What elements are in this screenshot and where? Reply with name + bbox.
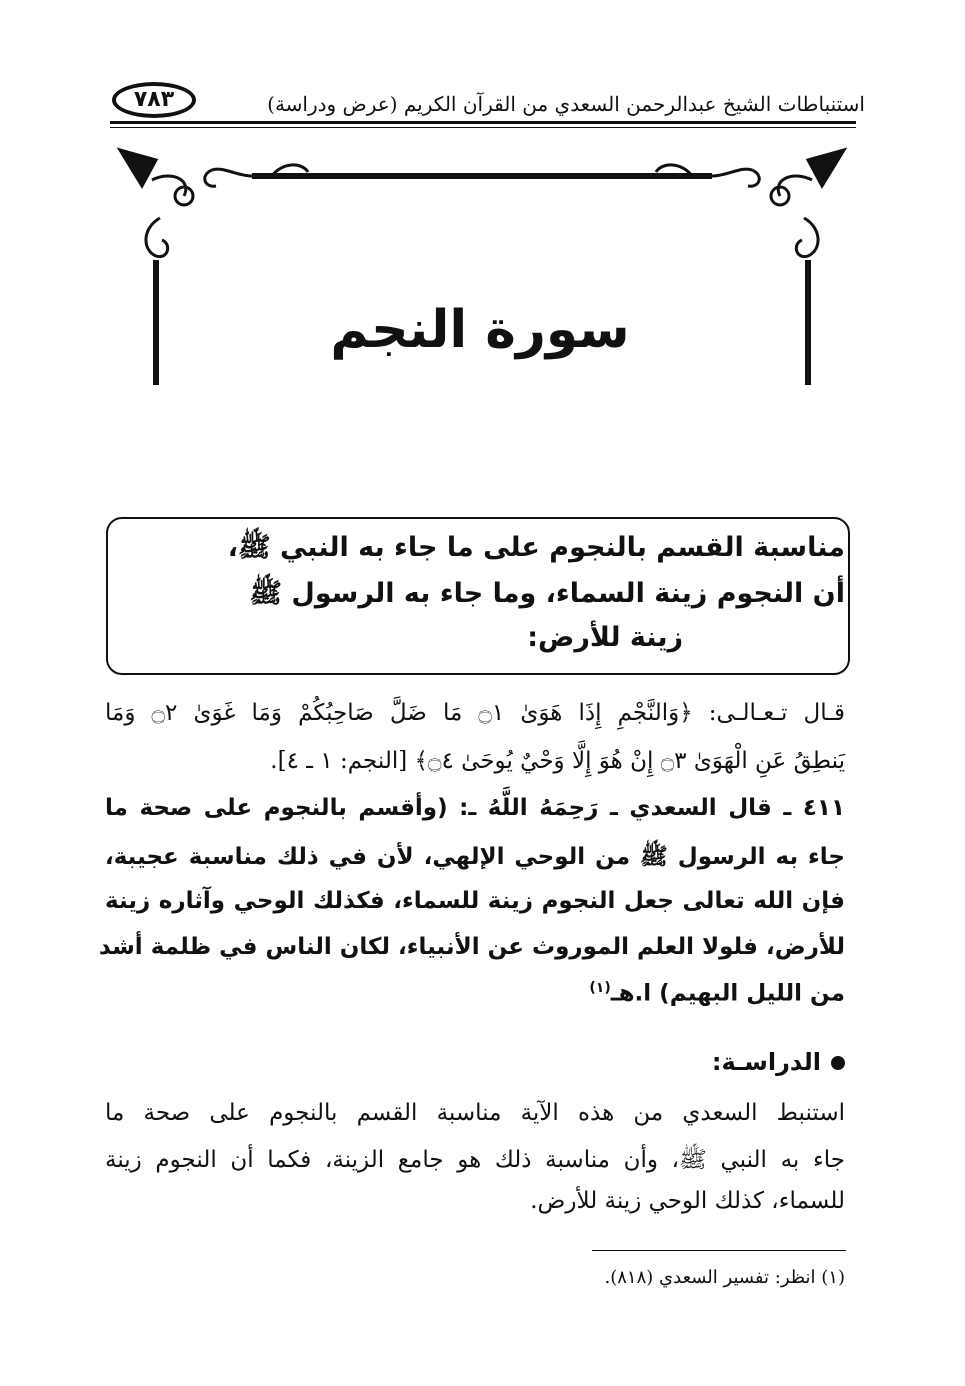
verse-line-1: قـال تـعـالـى: ﴿وَالنَّجْمِ إِذَا هَوَىٰ ۝١ مَا ضَلَّ صَاحِبُكُمْ وَمَا غَوَىٰ ۝٢ وَمَا xyxy=(105,700,845,726)
study-line-1: استنبط السعدي من هذه الآية مناسبة القسم بالنجوم على صحة ما xyxy=(105,1100,845,1126)
surah-title: سورة النجم xyxy=(330,300,630,360)
quote-line-5-text: من الليل البهيم) ا.هـ xyxy=(610,980,845,1007)
header-rule xyxy=(110,121,856,124)
topic-line-1: مناسبة القسم بالنجوم على ما جاء به النبي ﷺ، xyxy=(227,532,845,563)
page-number: ٧٨٣ xyxy=(112,82,196,118)
topic-line-3: زينة للأرض: xyxy=(527,622,683,653)
verse-line-2: يَنطِقُ عَنِ الْهَوَىٰ ۝٣ إِنْ هُوَ إِلَّا وَحْيٌ يُوحَىٰ ۝٤﴾ [النجم: ١ ـ ٤]. xyxy=(270,748,845,774)
header-rule-thin xyxy=(110,127,856,128)
quote-line-1: ٤١١ ـ قال السعدي ـ رَحِمَهُ اللَّهُ ـ: (وأقسم بالنجوم على صحة ما xyxy=(105,795,845,821)
quote-line-4: للأرض، فلولا العلم الموروث عن الأنبياء، لكان الناس في ظلمة أشد xyxy=(98,934,845,960)
study-heading xyxy=(712,1048,845,1076)
footnote-rule xyxy=(592,1250,846,1251)
quote-line-3: فإن الله تعالى جعل النجوم زينة للسماء، فكذلك الوحي وآثاره زينة xyxy=(105,888,845,914)
footnote-ref: (١) xyxy=(589,980,611,996)
quote-line-2: جاء به الرسول ﷺ من الوحي الإلهي، لأن في ذلك مناسبة عجيبة، xyxy=(105,844,845,870)
bullet-icon xyxy=(831,1056,845,1070)
topic-line-2: أن النجوم زينة السماء، وما جاء به الرسول ﷺ xyxy=(249,578,845,609)
study-line-2: جاء به النبي ﷺ، وأن مناسبة ذلك هو جامع الزينة، فكما أن النجوم زينة xyxy=(105,1147,845,1173)
running-title: استنباطات الشيخ عبدالرحمن السعدي من القرآن الكريم (عرض ودراسة) xyxy=(267,92,865,116)
study-heading-text: الدراسـة: xyxy=(711,1048,821,1076)
quote-line-5 xyxy=(105,980,845,1007)
footnote: (١) انظر: تفسير السعدي (٨١٨). xyxy=(604,1267,845,1288)
study-line-3: للسماء، كذلك الوحي زينة للأرض. xyxy=(530,1188,845,1214)
